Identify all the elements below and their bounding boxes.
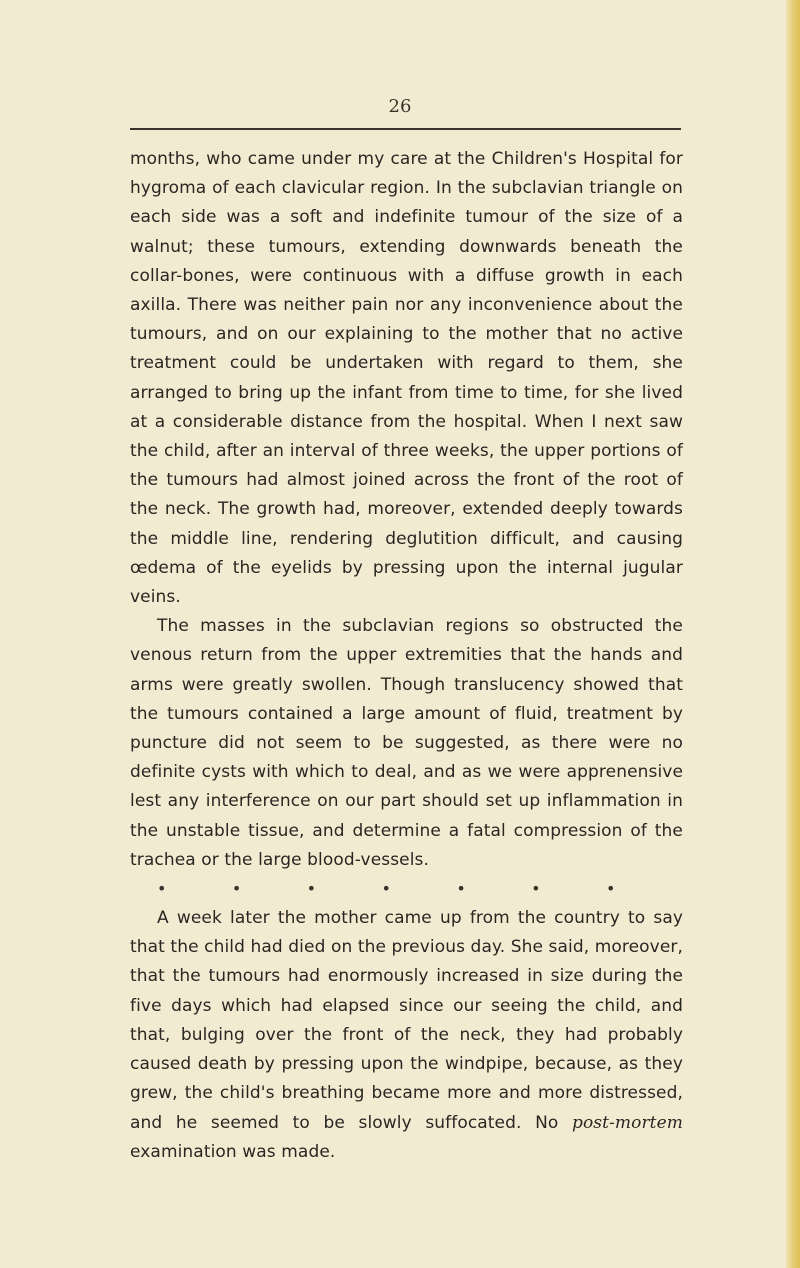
ellipsis-dot: • — [456, 878, 466, 898]
paragraph-3 — [130, 904, 683, 1167]
paragraph-3-italic: post-mortem — [571, 1112, 683, 1133]
ellipsis-dot: • — [157, 878, 167, 898]
header-rule — [130, 128, 681, 130]
page-edge — [786, 0, 800, 1268]
paragraph-3-text-a: A week later the mother came up from the country to say that the child had died on the previous day. She said, moreover, that the tumours had enormously increased in size during the five days which had elapsed since our seeing the child, and that, bulging over the front of the neck, they had probably caused death by pressing upon the windpipe, because, as they grew, the child's breathing became more and more distressed, and he seemed to be slowly suffocated. No — [130, 908, 683, 1133]
ellipsis-dot: • — [531, 878, 541, 898]
ellipsis-dot: • — [381, 878, 391, 898]
page-number: 26 — [388, 96, 412, 117]
paragraph-2: The masses in the subclavian regions so obstructed the venous return from the upper extremities that the hands and arms were greatly swollen. Though translucency showed that the tumours contained a large amount of fluid, treatment by puncture did not seem to be suggested, as there were no definite cysts with which to deal, and as we were apprenensive lest any interference on our part should set up inflammation in the unstable tissue, and determine a fatal compression of the trachea or the large blood-vessels. — [130, 616, 683, 870]
ellipsis-dot: • — [605, 878, 616, 898]
ellipsis-separator — [157, 876, 614, 900]
ellipsis-dot: • — [306, 878, 317, 898]
paragraph-3-text-b: examination was made. — [130, 1141, 336, 1162]
paragraph-1: months, who came under my care at the Children's Hospital for hygroma of each clavicular region. In the subclavian triangle on each side was a soft and indefinite tumour of the size of a walnut; these tumours, extending downwards beneath the collar-bones, were continuous with a diffuse growth in each axilla. There was neither pain nor any inconvenience about the tumours, and on our explaining to the mother that no active treatment could be undertaken with regard to them, she arranged to bring up the infant from time to time, for she lived at a considerable distance from the hospital. When I next saw the child, after an interval of three weeks, the upper portions of the tumours had almost joined across the front of the root of the neck. The growth had, moreover, extended deeply towards the middle line, rendering deglutition difficult, and causing œdema of the eyelids by pressing upon the internal jugular veins. — [130, 149, 683, 608]
body-text — [130, 145, 683, 1167]
ellipsis-dot: • — [231, 878, 242, 898]
